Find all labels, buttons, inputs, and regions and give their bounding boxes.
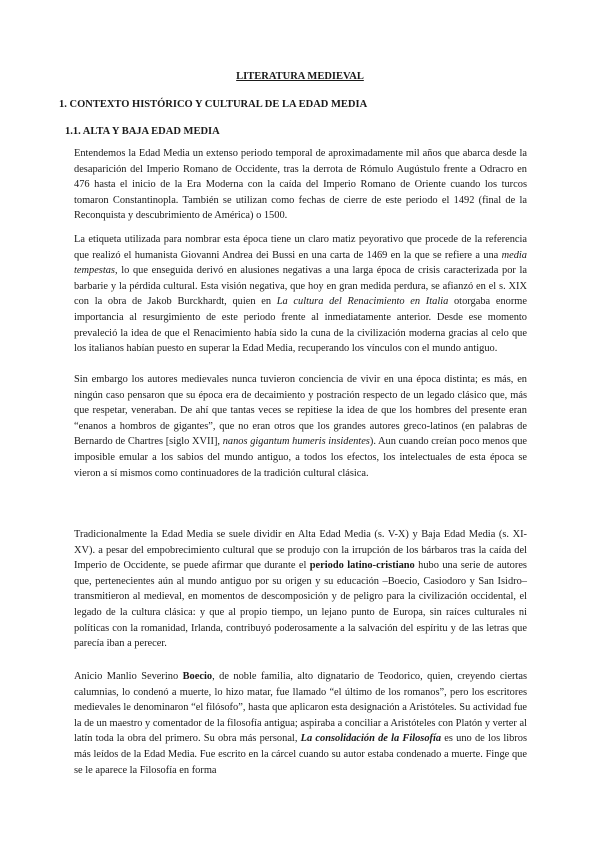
paragraph-5-bold-boecio: Boecio [182, 671, 213, 682]
document-title: LITERATURA MEDIEVAL [236, 71, 364, 82]
paragraph-3-text-c: ). Aun cuando creían poco menos que imposible emular a los sabios del mundo antiguo, a todos los efectos, los intelectuales de esta época se vieron a sí mismos como continuadores de la tradición cultural clásica. [74, 436, 527, 479]
paragraph-2-text-a: La etiqueta utilizada para nombrar esta época tiene un claro matiz peyorativo que procede de la referencia que realizó el humanista Giovanni Andrea dei Bussi en una carta de 1469 en la que se refiere a una [74, 234, 527, 261]
subsection-heading-1-1: 1.1. ALTA Y BAJA EDAD MEDIA [65, 126, 220, 137]
paragraph-4-text-c: hubo una serie de autores que, pertenecientes aún al mundo antiguo por su origen y su educación –Boecio, Casiodoro y San Isidro– transmitieron al medieval, en momentos de descomposición y de peligro para la civilización occidental, el legado de la cultura clásica: y que al propio tiempo, un lejano punto de Europa, sin raíces culturales ni políticas con la romanidad, Irlanda, contribuyó poderosamente a la salvación del espíritu y de las letras que parecía iban a perecer. [74, 560, 527, 650]
paragraph-3 [74, 372, 527, 481]
paragraph-5-text-c: , de noble familia, alto dignatario de Teodorico, quien, creyendo ciertas calumnias, lo condenó a muerte, lo hizo matar, fue llamado “el último de los romanos”, pero los escritores medievales le denominaron “el filósofo”, hasta que aplicaron esta designación a Aristóteles. Su actividad fue la de un maestro y comentador de la filosofía antigua; aspiraba a conciliar a Aristóteles con Platón y verter al latín toda la obra del primero. Su obra más personal, [74, 671, 527, 745]
paragraph-1: Entendemos la Edad Media un extenso periodo temporal de aproximadamente mil años que abarca desde la desaparición del Imperio Romano de Occidente, tras la derrota de Rómulo Augústulo frente a Odracro en 476 hasta el inicio de la Era Moderna con la caída del Imperio Romano de Oriente cuando los turcos tomaron Constantinopla. También se utilizan como fechas de cierre de este periodo el 1492 (final de la Reconquista y descubrimiento de América) o 1500. [74, 148, 527, 222]
paragraph-5-bold-italic-book-title: La consolidación de la Filosofía [300, 733, 442, 745]
paragraph-2-text-e: otorgaba enorme importancia al resurgimiento de este periodo frente al inmediatamente anterior. Desde ese momento prevaleció la idea de que el Renacimiento había sido la cuna de la civilización moderna gracias al celo que los italianos habían puesto en superar la Edad Media, recuperando los vínculos con el mundo antiguo. [74, 296, 527, 355]
paragraph-5 [74, 669, 527, 778]
paragraph-4-text-a: Tradicionalmente la Edad Media se suele dividir en Alta Edad Media (s. V-X) y Baja Edad Media (s. XI-XV). a pesar del empobrecimiento cultural que se produjo con la irrupción de los bárbaros tras la caída del Imperio de Occidente, se puede afirmar que durante el [74, 529, 527, 572]
paragraph-5-text-a: Anicio Manlio Severino [74, 671, 183, 682]
paragraph-2-italic-media-tempestas: media tempestas [74, 249, 527, 277]
paragraph-4 [74, 527, 527, 652]
paragraph-4-bold-periodo: periodo latino-cristiano [309, 560, 415, 572]
paragraph-3-italic-latin-quote: nanos gigantum humeris insidentes [222, 436, 370, 448]
paragraph-2-italic-book-title: La cultura del Renacimiento en Italia [276, 296, 449, 308]
paragraph-3-text-a: Sin embargo los autores medievales nunca tuvieron conciencia de vivir en una época distinta; es más, en ningún caso pensaron que su época era de decaimiento y postración respecto de un legado clásico que, más que respetar, veneraban. De ahí que tantas veces se repitiese la idea de que los hombres del presente eran “enanos a hombros de gigantes”, que no eran otros que los grandes autores greco-latinos (en palabras de Bernardo de Chartres [siglo XVII], [74, 374, 527, 448]
paragraph-2 [74, 232, 527, 357]
paragraph-5-text-e: es uno de los libros más leídos de la Edad Media. Fue escrito en la cárcel cuando su autor estaba condenado a muerte. Finge que se le aparece la Filosofía en forma [74, 733, 527, 776]
section-heading-1: 1. CONTEXTO HISTÓRICO Y CULTURAL DE LA EDAD MEDIA [59, 99, 368, 110]
paragraph-2-text-c: , lo que enseguida derivó en alusiones negativas a una larga época de crisis caracterizada por la barbarie y la pérdida cultural. Esta visión negativa, que hoy en gran medida perdura, se afianzó en el s. XIX con la obra de Jakob Burckhardt, quien en [74, 265, 527, 308]
